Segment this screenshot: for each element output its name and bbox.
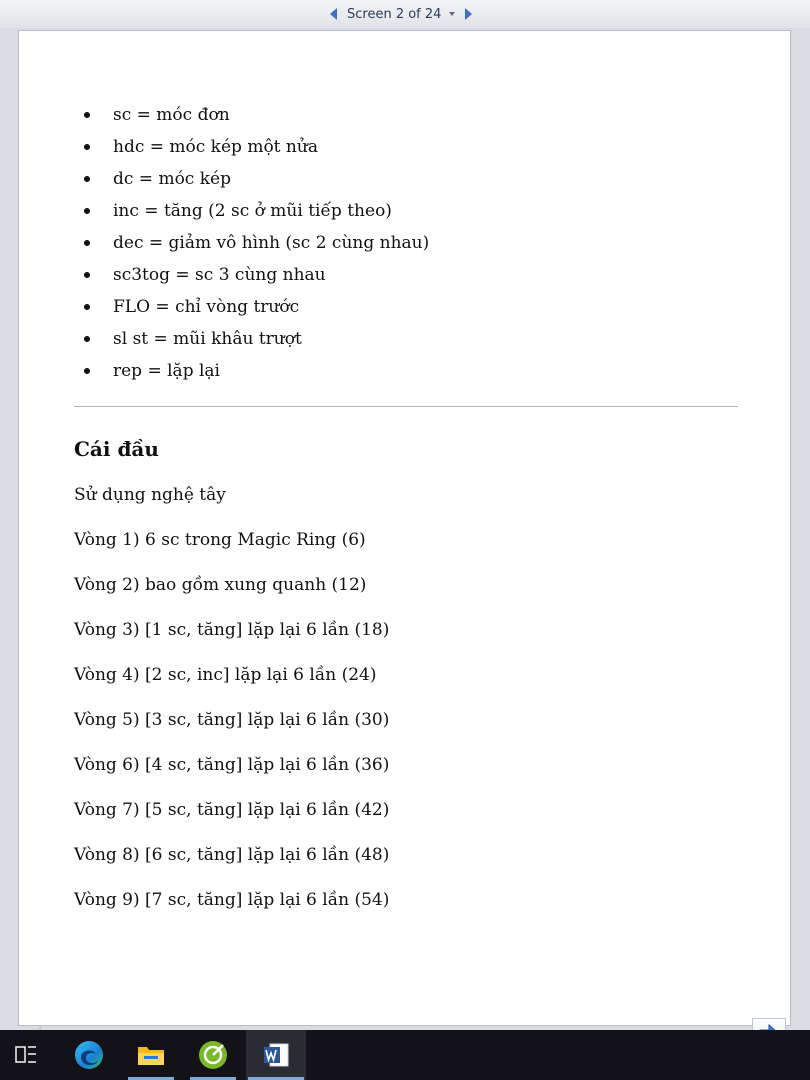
round-line: Vòng 6) [4 sc, tăng] lặp lại 6 lần (36): [74, 755, 390, 775]
list-item: sc3tog = sc 3 cùng nhau: [74, 259, 738, 291]
word-icon: [261, 1040, 291, 1070]
list-item: rep = lặp lại: [74, 355, 738, 387]
taskbar-edge-button[interactable]: [62, 1030, 116, 1080]
reading-area: [0, 28, 810, 1030]
task-view-icon: [14, 1044, 38, 1066]
round-line: Vòng 4) [2 sc, inc] lặp lại 6 lần (24): [74, 665, 377, 685]
document-content: [74, 99, 738, 933]
list-item: hdc = móc kép một nửa: [74, 131, 738, 163]
round-list: [74, 528, 738, 933]
taskbar-greenshot-button[interactable]: [188, 1030, 238, 1080]
screen-dropdown-icon[interactable]: [449, 12, 455, 16]
round-line: Vòng 8) [6 sc, tăng] lặp lại 6 lần (48): [74, 845, 390, 865]
round-line: Vòng 3) [1 sc, tăng] lặp lại 6 lần (18): [74, 620, 390, 640]
round-line: Vòng 9) [7 sc, tăng] lặp lại 6 lần (54): [74, 890, 390, 910]
section-intro: Sử dụng nghệ tây: [74, 485, 226, 505]
list-item: sc = móc đơn: [74, 99, 738, 131]
list-item: dc = móc kép: [74, 163, 738, 195]
section-heading: Cái đầu: [74, 437, 159, 461]
taskbar-word-button[interactable]: [246, 1030, 306, 1080]
round-line: Vòng 1) 6 sc trong Magic Ring (6): [74, 530, 366, 550]
task-view-button[interactable]: [0, 1030, 52, 1080]
folder-icon: [136, 1042, 166, 1068]
taskbar-file-explorer-button[interactable]: [126, 1030, 176, 1080]
round-line: Vòng 2) bao gồm xung quanh (12): [74, 575, 367, 595]
edge-browser-icon: [73, 1039, 105, 1071]
previous-screen-icon[interactable]: [330, 8, 337, 20]
round-line: Vòng 5) [3 sc, tăng] lặp lại 6 lần (30): [74, 710, 390, 730]
round-line: Vòng 7) [5 sc, tăng] lặp lại 6 lần (42): [74, 800, 390, 820]
list-item: sl st = mũi khâu trượt: [74, 323, 738, 355]
screen-navigator-bar: [0, 0, 810, 29]
horizontal-divider: [74, 406, 738, 407]
taskbar: [0, 1030, 810, 1080]
list-item: FLO = chỉ vòng trước: [74, 291, 738, 323]
list-item: dec = giảm vô hình (sc 2 cùng nhau): [74, 227, 738, 259]
abbreviation-list: [74, 99, 738, 387]
screen-indicator[interactable]: Screen 2 of 24: [347, 6, 442, 22]
document-page: [18, 30, 791, 1026]
list-item: inc = tăng (2 sc ở mũi tiếp theo): [74, 195, 738, 227]
next-screen-icon[interactable]: [465, 8, 472, 20]
greenshot-icon: [197, 1039, 229, 1071]
screen-navigator: [330, 4, 472, 24]
